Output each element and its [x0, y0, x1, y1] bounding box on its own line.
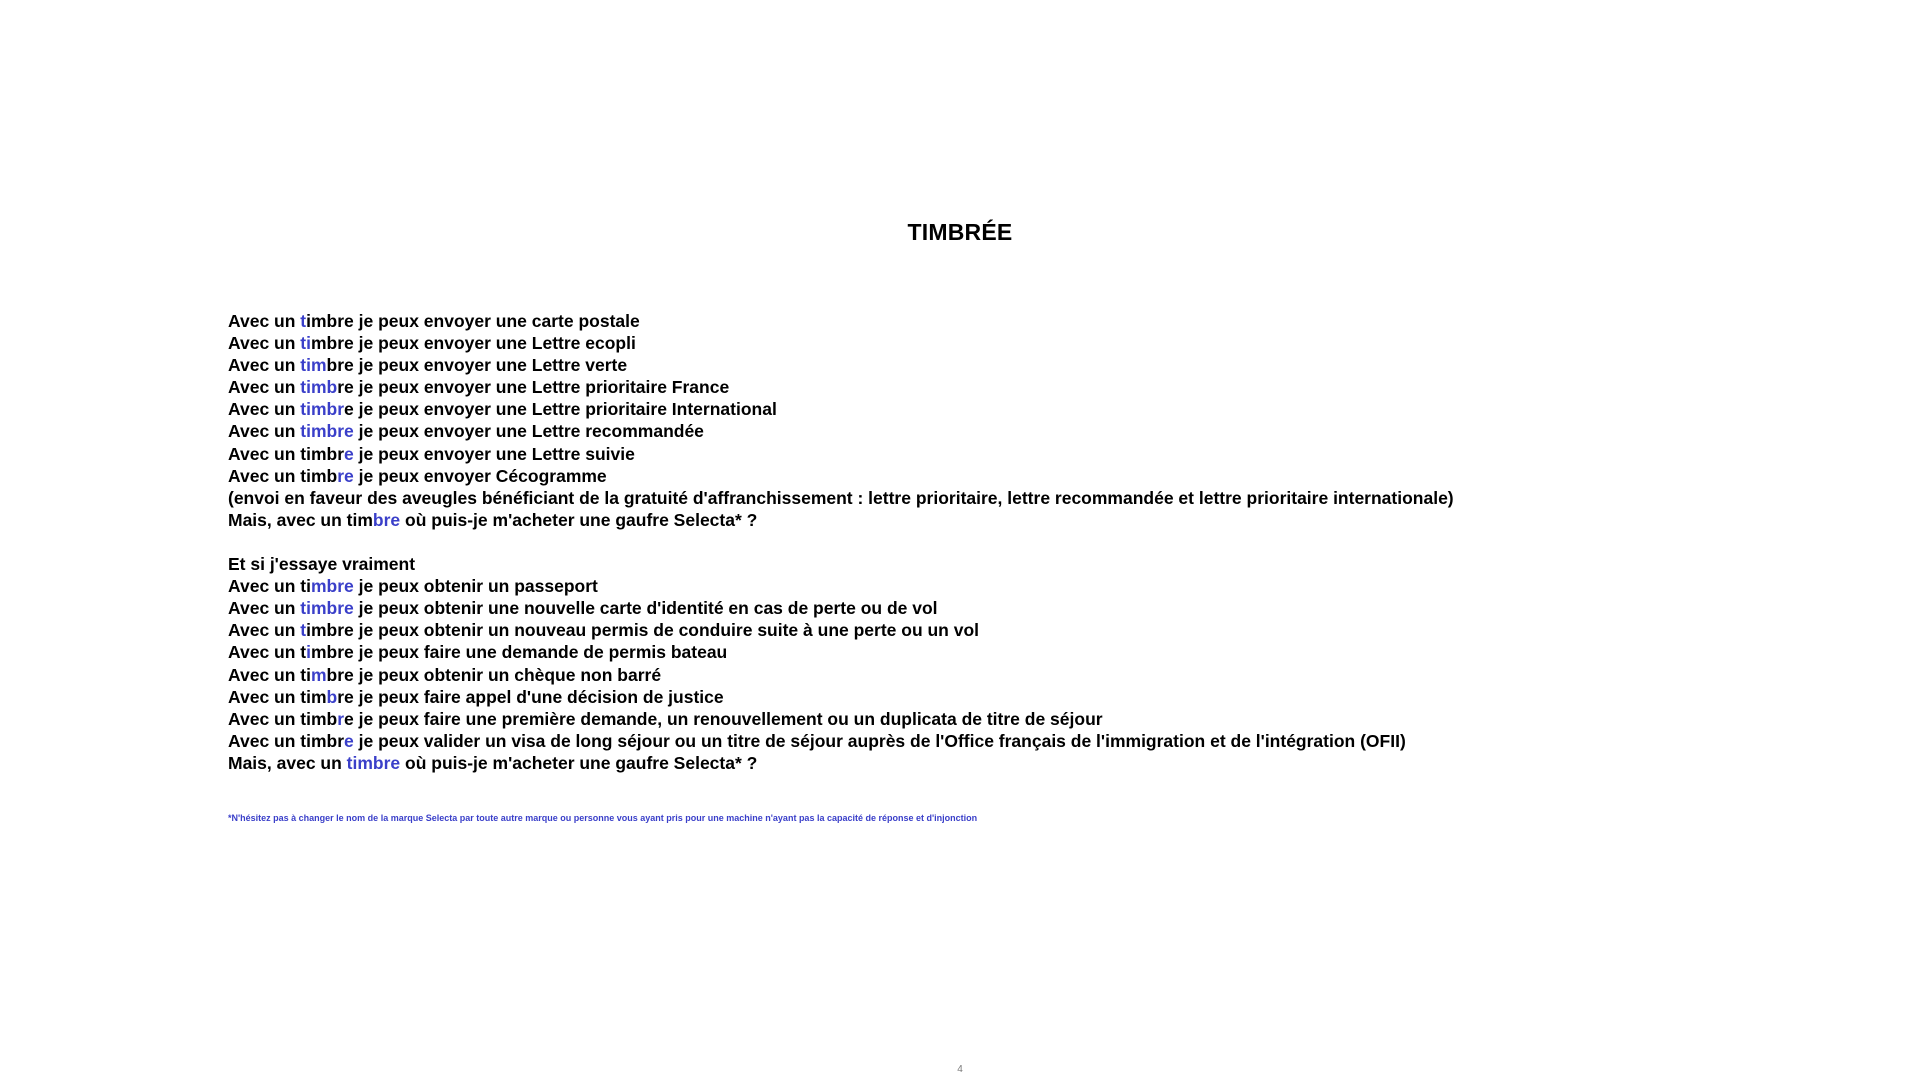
highlighted-fragment: timbr	[300, 399, 345, 420]
text-line	[228, 509, 1728, 531]
highlighted-fragment: b	[326, 686, 338, 707]
text-line	[228, 443, 1728, 465]
highlighted-fragment: timbre	[346, 752, 401, 773]
text-fragment: Mais, avec un	[228, 752, 347, 773]
text-fragment: je peux envoyer Cécogramme	[353, 465, 607, 486]
highlighted-fragment: e	[344, 443, 354, 464]
text-fragment: je peux envoyer une Lettre recommandée	[353, 421, 704, 442]
text-fragment: Mais, avec un tim	[228, 509, 373, 530]
text-line	[228, 487, 1728, 509]
text-fragment: Et si j'essaye vraiment	[228, 554, 416, 575]
text-line	[228, 597, 1728, 619]
text-line	[228, 664, 1728, 686]
highlighted-fragment: tim	[300, 355, 327, 376]
text-line	[228, 332, 1728, 354]
body-text	[228, 310, 1728, 774]
text-fragment: Avec un ti	[228, 576, 311, 597]
text-fragment: Avec un t	[228, 642, 307, 663]
text-fragment: je peux valider un visa de long séjour ou un titre de séjour auprès de l'Office français de l'immigration et de l'intégration (OFII)	[353, 730, 1406, 751]
footnote: *N'hésitez pas à changer le nom de la marque Selecta par toute autre marque ou personne vous ayant pris pour une machine n'ayant pas la capacité de réponse et d'injonction	[228, 813, 978, 823]
text-line	[228, 619, 1728, 641]
text-line	[228, 686, 1728, 708]
highlighted-fragment: timbre	[300, 421, 354, 442]
text-fragment: re je peux envoyer une Lettre prioritaire France	[337, 377, 730, 398]
text-line	[228, 730, 1728, 752]
text-fragment: e je peux envoyer une Lettre prioritaire International	[344, 399, 777, 420]
text-fragment: bre je peux obtenir un chèque non barré	[326, 664, 662, 685]
text-line	[228, 553, 1728, 575]
text-fragment: Avec un ti	[228, 664, 311, 685]
highlighted-fragment: m	[310, 664, 327, 685]
highlighted-fragment: t	[300, 311, 307, 331]
highlighted-fragment: re	[337, 465, 354, 486]
text-fragment: je peux obtenir un passeport	[353, 576, 598, 597]
blank-line	[228, 531, 1728, 553]
text-fragment: re je peux faire appel d'une décision de justice	[337, 686, 724, 707]
text-fragment: Avec un timb	[228, 465, 338, 486]
text-fragment: Avec un tim	[228, 686, 327, 707]
text-fragment: je peux obtenir une nouvelle carte d'identité en cas de perte ou de vol	[353, 598, 938, 619]
text-fragment: où puis-je m'acheter une gaufre Selecta* ?	[400, 509, 758, 530]
text-fragment: (envoi en faveur des aveugles bénéficiant de la gratuité d'affranchissement : lettre prioritaire, lettre recommandée et lettre prioritaire internationale)	[228, 487, 1454, 508]
text-fragment: Avec un	[228, 377, 301, 398]
text-line	[228, 708, 1728, 730]
highlighted-fragment: timb	[300, 377, 338, 398]
text-line	[228, 575, 1728, 597]
highlighted-fragment: r	[337, 708, 345, 729]
text-fragment: mbre je peux envoyer une Lettre ecopli	[311, 333, 636, 354]
text-line	[228, 398, 1728, 420]
page-number: 4	[957, 1064, 963, 1075]
text-fragment: Avec un	[228, 333, 301, 354]
highlighted-fragment: bre	[372, 509, 401, 530]
text-fragment: imbre je peux obtenir un nouveau permis de conduire suite à une perte ou un vol	[306, 620, 980, 641]
text-fragment: Avec un	[228, 421, 301, 442]
text-fragment: Avec un timb	[228, 708, 338, 729]
highlighted-fragment: mbre	[310, 576, 354, 597]
text-line	[228, 420, 1728, 442]
highlighted-fragment: t	[300, 620, 307, 641]
text-fragment: je peux envoyer une Lettre suivie	[353, 443, 635, 464]
highlighted-fragment: i	[306, 642, 311, 663]
text-fragment: mbre je peux faire une demande de permis bateau	[311, 642, 728, 663]
text-line	[228, 354, 1728, 376]
highlighted-fragment: timbre	[300, 598, 354, 619]
text-fragment: Avec un	[228, 311, 301, 331]
text-line	[228, 465, 1728, 487]
highlighted-fragment: ti	[300, 333, 311, 354]
text-fragment: Avec un	[228, 620, 301, 641]
text-fragment: où puis-je m'acheter une gaufre Selecta* ?	[400, 752, 758, 773]
text-fragment: imbre je peux envoyer une carte postale	[306, 311, 640, 331]
text-fragment: Avec un timbr	[228, 730, 345, 751]
text-line	[228, 641, 1728, 663]
highlighted-fragment: e	[344, 730, 354, 751]
text-line	[228, 752, 1728, 774]
text-line	[228, 310, 1728, 332]
text-fragment: bre je peux envoyer une Lettre verte	[326, 355, 628, 376]
text-fragment: Avec un	[228, 399, 301, 420]
text-fragment: Avec un	[228, 598, 301, 619]
text-fragment: Avec un timbr	[228, 443, 345, 464]
text-fragment: Avec un	[228, 355, 301, 376]
page-title: TIMBRÉE	[907, 219, 1013, 245]
text-fragment: e je peux faire une première demande, un renouvellement ou un duplicata de titre de séjour	[344, 708, 1103, 729]
text-line	[228, 376, 1728, 398]
